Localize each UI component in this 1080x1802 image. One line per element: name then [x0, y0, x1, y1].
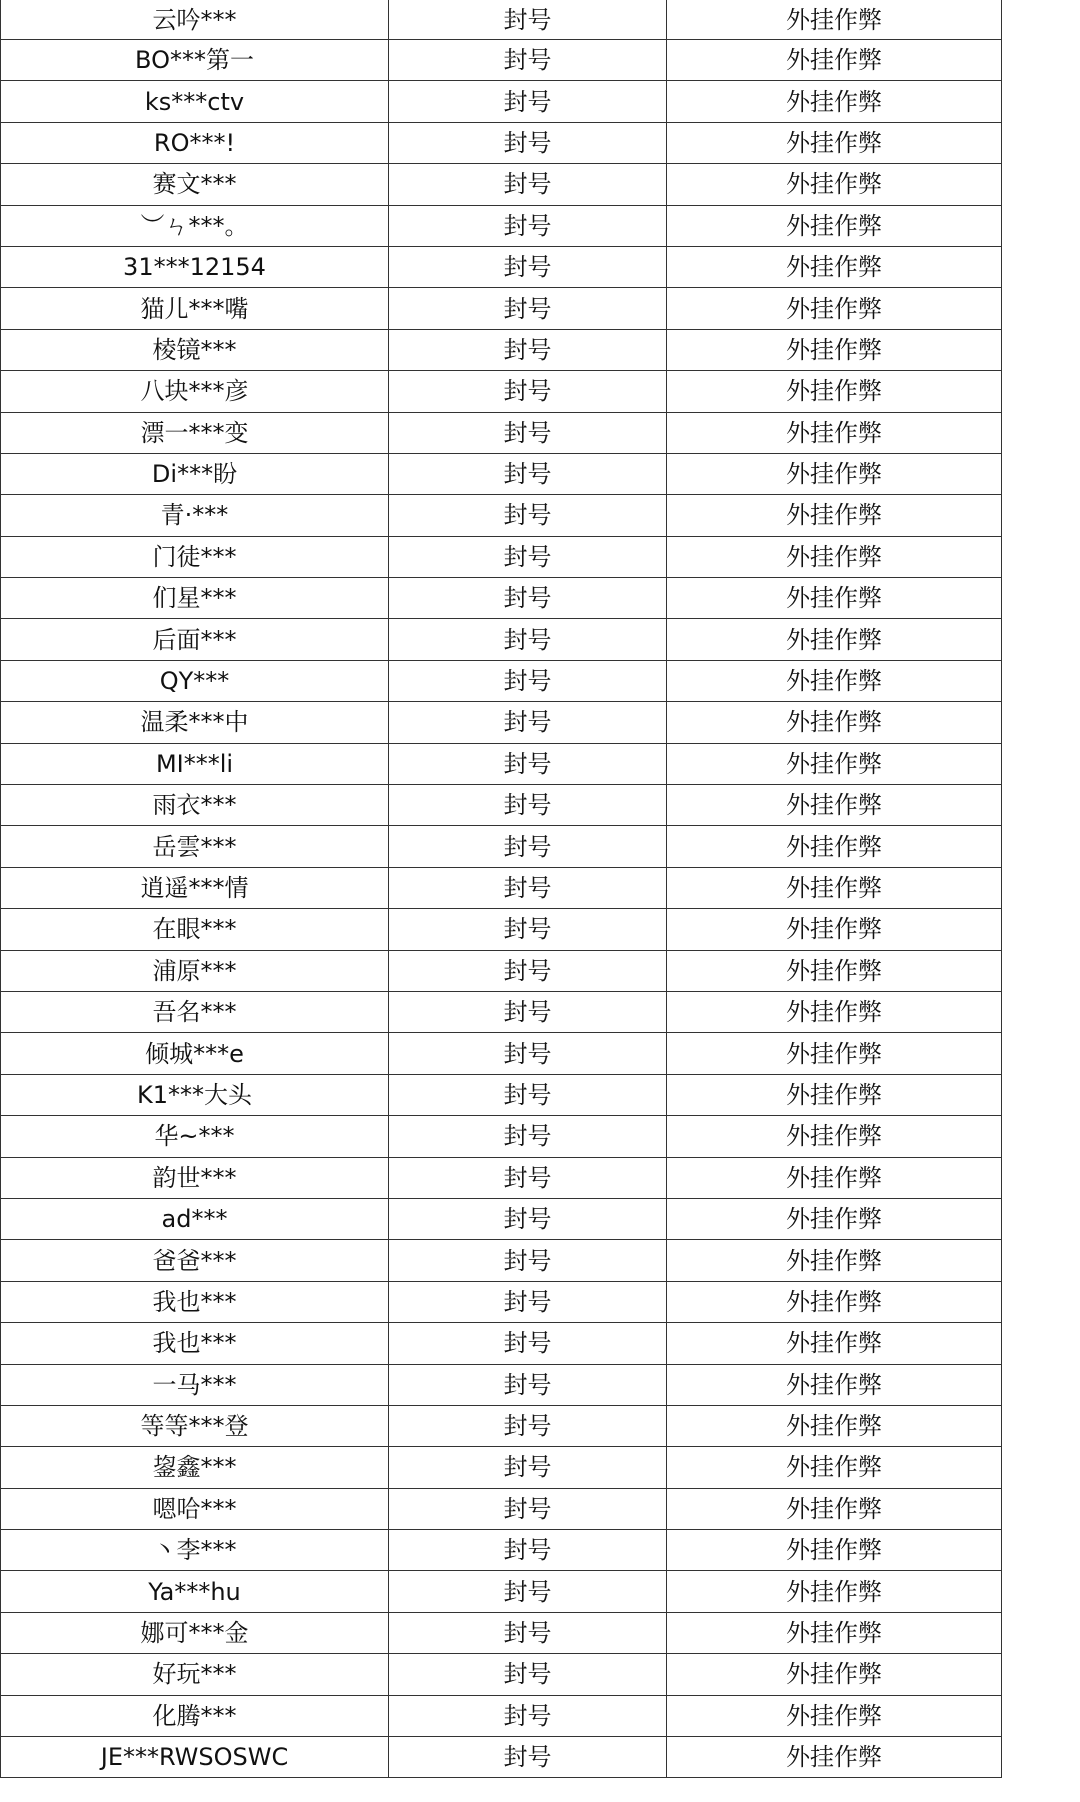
ban-list-body — [1, 0, 1002, 1778]
table-row — [1, 1240, 1002, 1281]
table-row — [1, 1281, 1002, 1322]
action-cell: 封号 — [389, 371, 667, 412]
table-row — [1, 1612, 1002, 1653]
reason-cell: 外挂作弊 — [667, 288, 1002, 329]
table-row — [1, 578, 1002, 619]
action-cell: 封号 — [389, 412, 667, 453]
table-row — [1, 826, 1002, 867]
table-row — [1, 40, 1002, 81]
reason-cell: 外挂作弊 — [667, 1240, 1002, 1281]
reason-cell: 外挂作弊 — [667, 1737, 1002, 1778]
reason-cell: 外挂作弊 — [667, 1571, 1002, 1612]
table-row — [1, 702, 1002, 743]
table-row — [1, 1530, 1002, 1571]
username-cell: 岳雲*** — [1, 826, 389, 867]
reason-cell: 外挂作弊 — [667, 1157, 1002, 1198]
action-cell: 封号 — [389, 40, 667, 81]
table-row — [1, 81, 1002, 122]
table-row — [1, 1074, 1002, 1115]
reason-cell: 外挂作弊 — [667, 1447, 1002, 1488]
reason-cell: 外挂作弊 — [667, 246, 1002, 287]
username-cell: 31***12154 — [1, 246, 389, 287]
action-cell: 封号 — [389, 205, 667, 246]
reason-cell: 外挂作弊 — [667, 909, 1002, 950]
username-cell: MI***li — [1, 743, 389, 784]
action-cell: 封号 — [389, 1530, 667, 1571]
reason-cell: 外挂作弊 — [667, 743, 1002, 784]
reason-cell: 外挂作弊 — [667, 205, 1002, 246]
username-cell: 后面*** — [1, 619, 389, 660]
action-cell: 封号 — [389, 1737, 667, 1778]
reason-cell: 外挂作弊 — [667, 619, 1002, 660]
username-cell: 猫儿***嘴 — [1, 288, 389, 329]
username-cell: 棱镜*** — [1, 329, 389, 370]
username-cell: 云吟*** — [1, 0, 389, 40]
username-cell: 好玩*** — [1, 1654, 389, 1695]
action-cell: 封号 — [389, 991, 667, 1032]
action-cell: 封号 — [389, 164, 667, 205]
reason-cell: 外挂作弊 — [667, 785, 1002, 826]
action-cell: 封号 — [389, 1447, 667, 1488]
action-cell: 封号 — [389, 288, 667, 329]
username-cell: 倾城***e — [1, 1033, 389, 1074]
reason-cell: 外挂作弊 — [667, 1033, 1002, 1074]
username-cell: QY*** — [1, 660, 389, 701]
username-cell: 青·*** — [1, 495, 389, 536]
reason-cell: 外挂作弊 — [667, 702, 1002, 743]
reason-cell: 外挂作弊 — [667, 164, 1002, 205]
username-cell: 一马*** — [1, 1364, 389, 1405]
username-cell: ks***ctv — [1, 81, 389, 122]
reason-cell: 外挂作弊 — [667, 536, 1002, 577]
reason-cell: 外挂作弊 — [667, 826, 1002, 867]
table-row — [1, 1571, 1002, 1612]
username-cell: 们星*** — [1, 578, 389, 619]
action-cell: 封号 — [389, 660, 667, 701]
reason-cell: 外挂作弊 — [667, 1323, 1002, 1364]
table-row — [1, 1488, 1002, 1529]
table-row — [1, 536, 1002, 577]
username-cell: 娜可***金 — [1, 1612, 389, 1653]
reason-cell: 外挂作弊 — [667, 1074, 1002, 1115]
username-cell: 雨衣*** — [1, 785, 389, 826]
username-cell: 爸爸*** — [1, 1240, 389, 1281]
table-row — [1, 1116, 1002, 1157]
username-cell: 浦原*** — [1, 950, 389, 991]
action-cell: 封号 — [389, 122, 667, 163]
action-cell: 封号 — [389, 1198, 667, 1239]
table-row — [1, 1695, 1002, 1736]
action-cell: 封号 — [389, 1323, 667, 1364]
reason-cell: 外挂作弊 — [667, 40, 1002, 81]
reason-cell: 外挂作弊 — [667, 1530, 1002, 1571]
table-row — [1, 785, 1002, 826]
username-cell: 华~*** — [1, 1116, 389, 1157]
action-cell: 封号 — [389, 1033, 667, 1074]
username-cell: ad*** — [1, 1198, 389, 1239]
table-row — [1, 0, 1002, 40]
table-row — [1, 1654, 1002, 1695]
reason-cell: 外挂作弊 — [667, 950, 1002, 991]
username-cell: 等等***登 — [1, 1405, 389, 1446]
action-cell: 封号 — [389, 619, 667, 660]
reason-cell: 外挂作弊 — [667, 495, 1002, 536]
table-row — [1, 991, 1002, 1032]
action-cell: 封号 — [389, 0, 667, 40]
reason-cell: 外挂作弊 — [667, 867, 1002, 908]
table-row — [1, 1033, 1002, 1074]
username-cell: BO***第一 — [1, 40, 389, 81]
reason-cell: 外挂作弊 — [667, 1405, 1002, 1446]
table-row — [1, 1323, 1002, 1364]
username-cell: 化腾*** — [1, 1695, 389, 1736]
table-row — [1, 1447, 1002, 1488]
table-row — [1, 371, 1002, 412]
action-cell: 封号 — [389, 1281, 667, 1322]
username-cell: 八块***彦 — [1, 371, 389, 412]
table-row — [1, 412, 1002, 453]
table-row — [1, 495, 1002, 536]
reason-cell: 外挂作弊 — [667, 0, 1002, 40]
reason-cell: 外挂作弊 — [667, 578, 1002, 619]
reason-cell: 外挂作弊 — [667, 1654, 1002, 1695]
table-row — [1, 1157, 1002, 1198]
reason-cell: 外挂作弊 — [667, 371, 1002, 412]
action-cell: 封号 — [389, 950, 667, 991]
action-cell: 封号 — [389, 909, 667, 950]
action-cell: 封号 — [389, 329, 667, 370]
action-cell: 封号 — [389, 81, 667, 122]
table-row — [1, 329, 1002, 370]
table-row — [1, 1364, 1002, 1405]
username-cell: 嗯哈*** — [1, 1488, 389, 1529]
username-cell: K1***大头 — [1, 1074, 389, 1115]
table-row — [1, 950, 1002, 991]
table-row — [1, 164, 1002, 205]
action-cell: 封号 — [389, 826, 667, 867]
action-cell: 封号 — [389, 702, 667, 743]
action-cell: 封号 — [389, 578, 667, 619]
username-cell: RO***! — [1, 122, 389, 163]
reason-cell: 外挂作弊 — [667, 329, 1002, 370]
action-cell: 封号 — [389, 1240, 667, 1281]
reason-cell: 外挂作弊 — [667, 453, 1002, 494]
username-cell: 丶李*** — [1, 1530, 389, 1571]
reason-cell: 外挂作弊 — [667, 81, 1002, 122]
username-cell: 赛文*** — [1, 164, 389, 205]
table-row — [1, 453, 1002, 494]
table-row — [1, 909, 1002, 950]
username-cell: 门徒*** — [1, 536, 389, 577]
action-cell: 封号 — [389, 246, 667, 287]
action-cell: 封号 — [389, 1695, 667, 1736]
reason-cell: 外挂作弊 — [667, 1116, 1002, 1157]
action-cell: 封号 — [389, 1571, 667, 1612]
reason-cell: 外挂作弊 — [667, 412, 1002, 453]
reason-cell: 外挂作弊 — [667, 991, 1002, 1032]
reason-cell: 外挂作弊 — [667, 1198, 1002, 1239]
action-cell: 封号 — [389, 1116, 667, 1157]
username-cell: 漂一***变 — [1, 412, 389, 453]
table-row — [1, 288, 1002, 329]
username-cell: 韵世*** — [1, 1157, 389, 1198]
username-cell: Di***盼 — [1, 453, 389, 494]
action-cell: 封号 — [389, 495, 667, 536]
reason-cell: 外挂作弊 — [667, 1612, 1002, 1653]
table-row — [1, 660, 1002, 701]
action-cell: 封号 — [389, 1157, 667, 1198]
table-row — [1, 743, 1002, 784]
reason-cell: 外挂作弊 — [667, 1364, 1002, 1405]
reason-cell: 外挂作弊 — [667, 1281, 1002, 1322]
username-cell: 逍遥***情 — [1, 867, 389, 908]
username-cell: 鋆鑫*** — [1, 1447, 389, 1488]
action-cell: 封号 — [389, 1654, 667, 1695]
action-cell: 封号 — [389, 453, 667, 494]
username-cell: ︶ㄣ***。 — [1, 205, 389, 246]
table-row — [1, 867, 1002, 908]
action-cell: 封号 — [389, 1074, 667, 1115]
username-cell: JE***RWSOSWC — [1, 1737, 389, 1778]
username-cell: 我也*** — [1, 1281, 389, 1322]
table-row — [1, 122, 1002, 163]
table-row — [1, 1198, 1002, 1239]
username-cell: 温柔***中 — [1, 702, 389, 743]
action-cell: 封号 — [389, 536, 667, 577]
table-row — [1, 205, 1002, 246]
table-row — [1, 1405, 1002, 1446]
table-row — [1, 246, 1002, 287]
username-cell: 吾名*** — [1, 991, 389, 1032]
username-cell: 我也*** — [1, 1323, 389, 1364]
table-row — [1, 1737, 1002, 1778]
action-cell: 封号 — [389, 1612, 667, 1653]
table-row — [1, 619, 1002, 660]
username-cell: Ya***hu — [1, 1571, 389, 1612]
reason-cell: 外挂作弊 — [667, 660, 1002, 701]
username-cell: 在眼*** — [1, 909, 389, 950]
action-cell: 封号 — [389, 1405, 667, 1446]
action-cell: 封号 — [389, 867, 667, 908]
action-cell: 封号 — [389, 785, 667, 826]
reason-cell: 外挂作弊 — [667, 1695, 1002, 1736]
action-cell: 封号 — [389, 743, 667, 784]
action-cell: 封号 — [389, 1488, 667, 1529]
action-cell: 封号 — [389, 1364, 667, 1405]
reason-cell: 外挂作弊 — [667, 122, 1002, 163]
reason-cell: 外挂作弊 — [667, 1488, 1002, 1529]
